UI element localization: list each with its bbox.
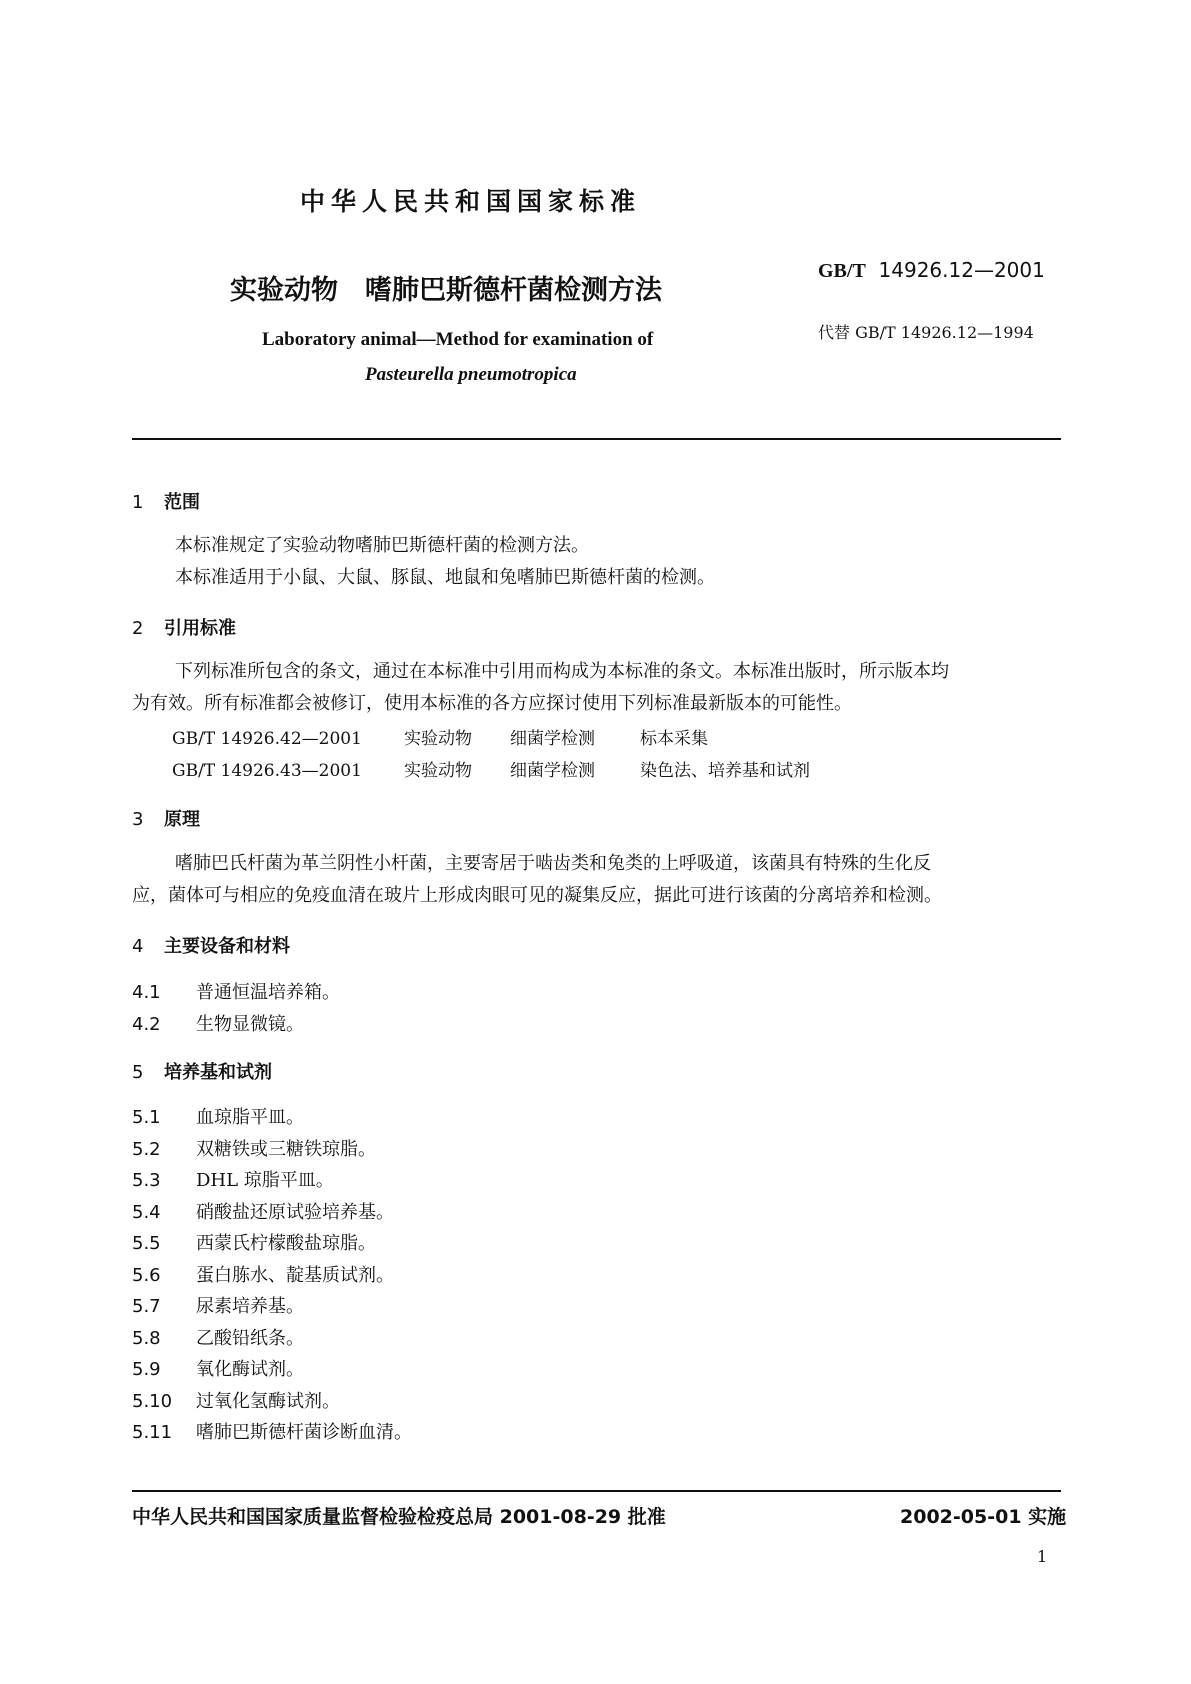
list-item — [132, 1166, 334, 1192]
section-title: 主要设备和材料 — [164, 936, 290, 957]
document-title-en: Laboratory animal—Method for examination of — [262, 329, 654, 350]
section-heading-equipment — [132, 932, 290, 958]
list-item — [132, 1324, 304, 1350]
item-number: 4.2 — [132, 1014, 161, 1035]
reference-part-c: 标本采集 — [640, 729, 708, 749]
item-number: 4.1 — [132, 982, 161, 1003]
paragraph: 本标准适用于小鼠、大鼠、豚鼠、地鼠和兔嗜肺巴斯德杆菌的检测。 — [175, 567, 715, 588]
list-item — [132, 1135, 376, 1161]
list-item — [132, 1010, 304, 1036]
paragraph: 嗜肺巴氏杆菌为革兰阴性小杆菌，主要寄居于啮齿类和兔类的上呼吸道，该菌具有特殊的生化反 — [175, 853, 931, 874]
implementation-date: 2002-05-01 实施 — [900, 1506, 1067, 1528]
section-heading-media-reagents — [132, 1058, 272, 1084]
item-number: 5.6 — [132, 1265, 161, 1286]
page-number: 1 — [1037, 1547, 1048, 1566]
reference-part-a: 实验动物 — [404, 729, 472, 749]
item-number: 5.7 — [132, 1296, 161, 1317]
national-standard-label: 中华人民共和国国家标准 — [300, 187, 642, 216]
item-text: 硝酸盐还原试验培养基。 — [196, 1202, 394, 1223]
standard-code — [818, 258, 1045, 283]
section-heading-references — [132, 614, 236, 640]
list-item — [132, 978, 340, 1004]
section-title: 引用标准 — [164, 618, 236, 639]
replaces-standard: 代替 GB/T 14926.12—1994 — [818, 323, 1034, 342]
paragraph: 本标准规定了实验动物嗜肺巴斯德杆菌的检测方法。 — [175, 535, 589, 556]
item-number: 5.5 — [132, 1233, 161, 1254]
section-number: 1 — [132, 492, 144, 513]
document-title-cn: 实验动物 嗜肺巴斯德杆菌检测方法 — [230, 275, 662, 306]
header-divider — [132, 438, 1061, 440]
item-number: 5.4 — [132, 1202, 161, 1223]
item-text: 普通恒温培养箱。 — [196, 982, 340, 1003]
standard-code-number: 14926.12—2001 — [878, 258, 1045, 282]
section-title: 培养基和试剂 — [164, 1062, 272, 1083]
reference-part-b: 细菌学检测 — [510, 729, 595, 749]
section-number: 4 — [132, 936, 144, 957]
list-item — [132, 1355, 304, 1381]
approval-line: 中华人民共和国国家质量监督检验检疫总局 2001-08-29 批准 — [132, 1506, 666, 1528]
section-number: 5 — [132, 1062, 144, 1083]
item-number: 5.3 — [132, 1170, 161, 1191]
reference-code: GB/T 14926.43—2001 — [172, 761, 362, 781]
paragraph: 下列标准所包含的条文，通过在本标准中引用而构成为本标准的条文。本标准出版时，所示版本均 — [175, 661, 949, 682]
document-title-en-species: Pasteurella pneumotropica — [365, 364, 577, 385]
list-item — [132, 1103, 304, 1129]
reference-code: GB/T 14926.42—2001 — [172, 729, 362, 749]
item-text: 西蒙氏柠檬酸盐琼脂。 — [196, 1233, 376, 1254]
item-number: 5.8 — [132, 1328, 161, 1349]
item-text: 乙酸铅纸条。 — [196, 1328, 304, 1349]
item-text: 双糖铁或三糖铁琼脂。 — [196, 1139, 376, 1160]
section-title: 原理 — [164, 809, 200, 830]
list-item — [132, 1418, 412, 1444]
item-number: 5.11 — [132, 1422, 173, 1443]
item-text: 尿素培养基。 — [196, 1296, 304, 1317]
list-item — [132, 1292, 304, 1318]
reference-item — [172, 724, 708, 749]
item-number: 5.1 — [132, 1107, 161, 1128]
footer-divider — [132, 1490, 1061, 1492]
standard-code-prefix: GB/T — [818, 260, 866, 282]
list-item — [132, 1198, 394, 1224]
item-number: 5.9 — [132, 1359, 161, 1380]
reference-item — [172, 756, 810, 781]
item-number: 5.2 — [132, 1139, 161, 1160]
item-text: 过氧化氢酶试剂。 — [196, 1391, 340, 1412]
list-item — [132, 1261, 394, 1287]
item-text: 嗜肺巴斯德杆菌诊断血清。 — [196, 1422, 412, 1443]
section-number: 2 — [132, 618, 144, 639]
section-title: 范围 — [164, 492, 200, 513]
paragraph: 为有效。所有标准都会被修订，使用本标准的各方应探讨使用下列标准最新版本的可能性。 — [132, 693, 852, 714]
reference-part-c: 染色法、培养基和试剂 — [640, 761, 810, 781]
item-text: 蛋白胨水、靛基质试剂。 — [196, 1265, 394, 1286]
item-number: 5.10 — [132, 1391, 173, 1412]
list-item — [132, 1387, 340, 1413]
section-heading-scope — [132, 488, 200, 514]
item-text: DHL 琼脂平皿。 — [196, 1170, 334, 1191]
paragraph: 应，菌体可与相应的免疫血清在玻片上形成肉眼可见的凝集反应，据此可进行该菌的分离培养和检测。 — [132, 885, 942, 906]
reference-part-b: 细菌学检测 — [510, 761, 595, 781]
section-number: 3 — [132, 809, 144, 830]
item-text: 血琼脂平皿。 — [196, 1107, 304, 1128]
reference-part-a: 实验动物 — [404, 761, 472, 781]
section-heading-principle — [132, 805, 200, 831]
item-text: 氧化酶试剂。 — [196, 1359, 304, 1380]
list-item — [132, 1229, 376, 1255]
item-text: 生物显微镜。 — [196, 1014, 304, 1035]
